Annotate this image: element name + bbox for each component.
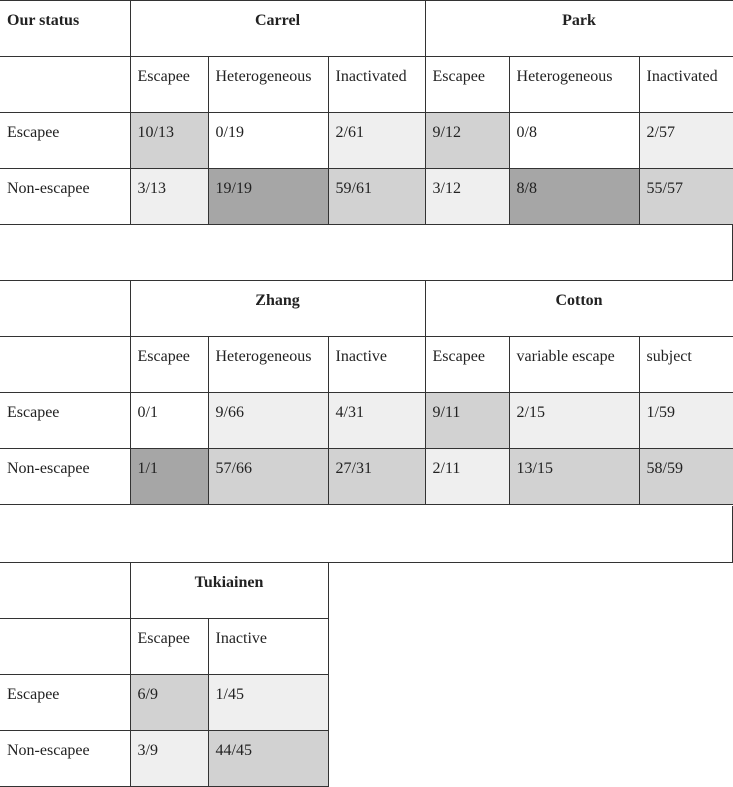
data-cell: 2/15 [509, 393, 639, 449]
group-header-park: Park [425, 1, 733, 57]
data-cell: 2/61 [328, 113, 425, 169]
data-cell: 0/1 [130, 393, 208, 449]
empty-cell [0, 337, 130, 393]
empty-cell [0, 57, 130, 113]
group-header-carrel: Carrel [130, 1, 425, 57]
data-cell: 2/11 [425, 449, 509, 505]
row-label: Escapee [0, 675, 130, 731]
group-header-cotton: Cotton [425, 281, 733, 337]
column-header: Inactivated [328, 57, 425, 113]
column-header: Escapee [425, 337, 509, 393]
column-header: Inactive [328, 337, 425, 393]
data-cell: 4/31 [328, 393, 425, 449]
data-cell: 8/8 [509, 169, 639, 225]
data-cell: 3/12 [425, 169, 509, 225]
data-cell: 6/9 [130, 675, 208, 731]
data-cell: 55/57 [639, 169, 733, 225]
comparison-table-carrel-park [0, 0, 733, 225]
empty-cell [0, 563, 130, 619]
data-cell: 0/19 [208, 113, 328, 169]
empty-cell [0, 619, 130, 675]
data-cell: 3/13 [130, 169, 208, 225]
data-cell: 9/11 [425, 393, 509, 449]
empty-cell [0, 281, 130, 337]
table-row [0, 169, 733, 225]
data-cell: 27/31 [328, 449, 425, 505]
status-header: Our status [0, 1, 130, 57]
table-row [0, 113, 733, 169]
data-cell: 1/59 [639, 393, 733, 449]
column-header: subject [639, 337, 733, 393]
data-cell: 0/8 [509, 113, 639, 169]
column-header: Escapee [130, 337, 208, 393]
data-cell: 9/66 [208, 393, 328, 449]
row-label: Non-escapee [0, 731, 130, 787]
row-label: Escapee [0, 393, 130, 449]
comparison-table-tukiainen [0, 562, 733, 787]
group-header-tukiainen: Tukiainen [130, 563, 328, 619]
data-cell: 59/61 [328, 169, 425, 225]
table-row [0, 449, 733, 505]
column-header: Heterogeneous [509, 57, 639, 113]
column-header: Heterogeneous [208, 337, 328, 393]
column-header: Escapee [130, 619, 208, 675]
data-cell: 58/59 [639, 449, 733, 505]
column-header: Heterogeneous [208, 57, 328, 113]
data-cell: 57/66 [208, 449, 328, 505]
column-header: Inactivated [639, 57, 733, 113]
column-header: variable escape [509, 337, 639, 393]
table-row [0, 393, 733, 449]
data-cell: 3/9 [130, 731, 208, 787]
data-cell: 1/45 [208, 675, 328, 731]
data-cell: 44/45 [208, 731, 328, 787]
column-header: Escapee [130, 57, 208, 113]
group-header-zhang: Zhang [130, 281, 425, 337]
data-cell: 19/19 [208, 169, 328, 225]
data-cell: 2/57 [639, 113, 733, 169]
row-label: Escapee [0, 113, 130, 169]
row-label: Non-escapee [0, 169, 130, 225]
data-cell: 10/13 [130, 113, 208, 169]
data-cell: 1/1 [130, 449, 208, 505]
empty-area [328, 563, 733, 787]
column-header: Escapee [425, 57, 509, 113]
column-header: Inactive [208, 619, 328, 675]
data-cell: 9/12 [425, 113, 509, 169]
comparison-table-zhang-cotton [0, 280, 733, 505]
row-label: Non-escapee [0, 449, 130, 505]
data-cell: 13/15 [509, 449, 639, 505]
